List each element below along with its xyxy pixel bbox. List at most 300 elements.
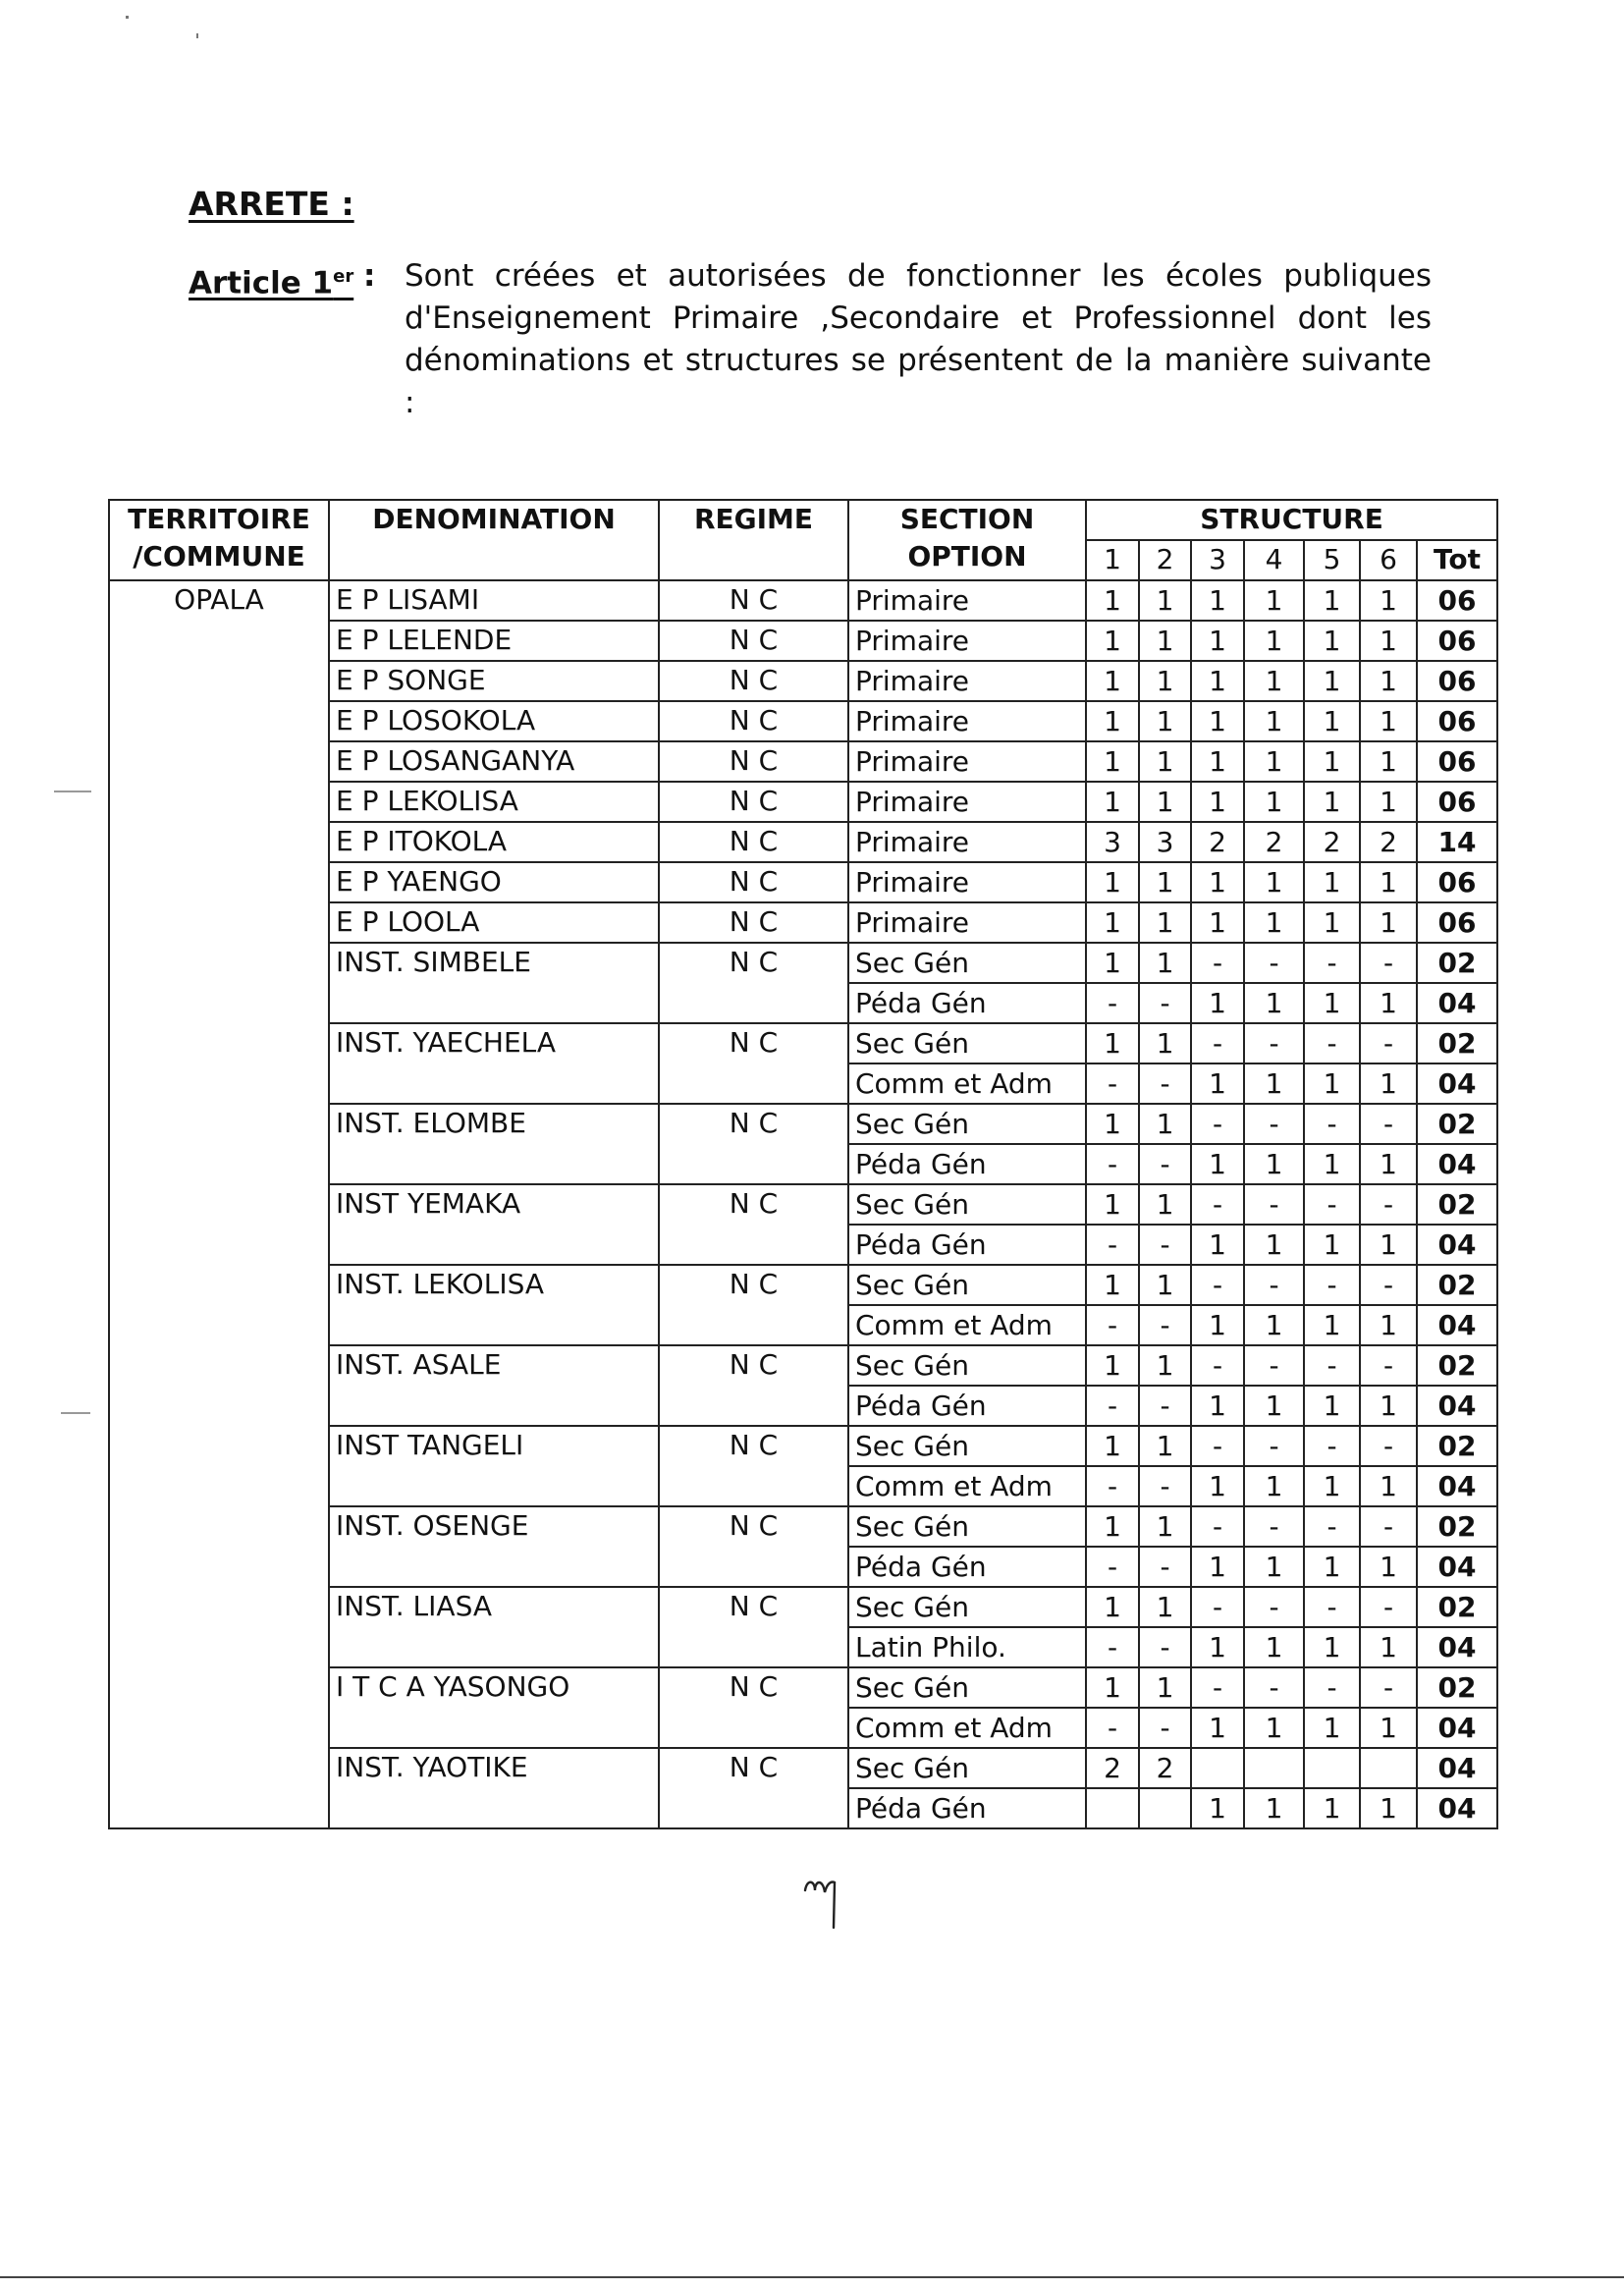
denomination-cell: INST. SIMBELE [329,943,659,1023]
regime-cell: N C [659,902,848,943]
structure-total-cell: 04 [1417,1225,1497,1265]
section-option-cell: Péda Gén [848,1225,1086,1265]
structure-cell-year-2: 1 [1139,902,1191,943]
section-option-cell: Primaire [848,862,1086,902]
structure-cell-year-4: 1 [1244,983,1304,1023]
section-option-cell: Péda Gén [848,1547,1086,1587]
structure-cell-year-6: 1 [1360,1063,1417,1104]
section-option-cell: Latin Philo. [848,1627,1086,1667]
structure-cell-year-2: - [1139,1225,1191,1265]
structure-cell-year-1: 1 [1086,1667,1139,1708]
structure-cell-year-2: 2 [1139,1748,1191,1788]
section-option-cell: Primaire [848,822,1086,862]
regime-cell: N C [659,1345,848,1426]
structure-cell-year-4: 1 [1244,1225,1304,1265]
structure-total-cell: 04 [1417,1063,1497,1104]
section-option-cell: Comm et Adm [848,1708,1086,1748]
structure-cell-year-6: 1 [1360,902,1417,943]
article-label: Article 1er [189,265,354,301]
structure-cell-year-5: 1 [1304,1466,1360,1506]
section-option-cell: Péda Gén [848,1386,1086,1426]
denomination-cell: E P YAENGO [329,862,659,902]
structure-cell-year-5: 1 [1304,1063,1360,1104]
structure-cell-year-2: 3 [1139,822,1191,862]
denomination-cell: INST. LIASA [329,1587,659,1667]
structure-cell-year-4: 1 [1244,1063,1304,1104]
denomination-cell: INST. ASALE [329,1345,659,1426]
header-col-6: 6 [1360,540,1417,580]
structure-total-cell: 04 [1417,1788,1497,1828]
structure-cell-year-5: 1 [1304,741,1360,782]
structure-cell-year-4: 1 [1244,1788,1304,1828]
structure-cell-year-2: 1 [1139,862,1191,902]
structure-total-cell: 02 [1417,1587,1497,1627]
structure-cell-year-6: - [1360,1426,1417,1466]
denomination-cell: INST YEMAKA [329,1184,659,1265]
structure-cell-year-5: 1 [1304,862,1360,902]
structure-cell-year-5: 1 [1304,621,1360,661]
structure-cell-year-6: - [1360,1345,1417,1386]
structure-cell-year-6: 2 [1360,822,1417,862]
structure-cell-year-4: 1 [1244,1547,1304,1587]
denomination-cell: INST. OSENGE [329,1506,659,1587]
header-denomination: DENOMINATION [329,500,659,580]
structure-cell-year-4: - [1244,1023,1304,1063]
structure-cell-year-2: - [1139,983,1191,1023]
structure-cell-year-3: 1 [1191,782,1244,822]
structure-cell-year-6: - [1360,1184,1417,1225]
structure-cell-year-6: 1 [1360,1547,1417,1587]
denomination-cell: E P SONGE [329,661,659,701]
structure-total-cell: 04 [1417,1748,1497,1788]
structure-cell-year-6: 1 [1360,1144,1417,1184]
article-1 [189,255,1432,424]
structure-cell-year-2: 1 [1139,661,1191,701]
denomination-cell: INST. ELOMBE [329,1104,659,1184]
structure-total-cell: 06 [1417,701,1497,741]
structure-cell-year-3: - [1191,943,1244,983]
structure-cell-year-3: - [1191,1265,1244,1305]
structure-cell-year-1: 1 [1086,1506,1139,1547]
structure-cell-year-5: 1 [1304,661,1360,701]
structure-total-cell: 04 [1417,1547,1497,1587]
structure-cell-year-5: - [1304,1345,1360,1386]
structure-cell-year-2: 1 [1139,1667,1191,1708]
denomination-cell: INST. LEKOLISA [329,1265,659,1345]
structure-cell-year-4: 1 [1244,1386,1304,1426]
structure-cell-year-1: 1 [1086,701,1139,741]
structure-cell-year-5: 1 [1304,580,1360,621]
structure-cell-year-4 [1244,1748,1304,1788]
structure-total-cell: 04 [1417,1144,1497,1184]
structure-total-cell: 02 [1417,1104,1497,1144]
structure-cell-year-1: - [1086,1547,1139,1587]
structure-total-cell: 06 [1417,580,1497,621]
structure-cell-year-2: 1 [1139,701,1191,741]
regime-cell: N C [659,1426,848,1506]
structure-cell-year-6: 1 [1360,1788,1417,1828]
denomination-cell: E P ITOKOLA [329,822,659,862]
section-option-cell: Sec Gén [848,1426,1086,1466]
structure-cell-year-6: - [1360,1265,1417,1305]
structure-cell-year-3: 1 [1191,1305,1244,1345]
structure-cell-year-6: 1 [1360,862,1417,902]
structure-cell-year-3: 1 [1191,983,1244,1023]
schools-table-body [109,580,1497,1828]
structure-cell-year-6: 1 [1360,1225,1417,1265]
structure-cell-year-2: 1 [1139,1184,1191,1225]
structure-cell-year-3: - [1191,1345,1244,1386]
structure-cell-year-6: - [1360,1104,1417,1144]
regime-cell: N C [659,741,848,782]
regime-cell: N C [659,701,848,741]
regime-cell: N C [659,661,848,701]
structure-cell-year-4: 1 [1244,621,1304,661]
structure-cell-year-3: - [1191,1104,1244,1144]
structure-cell-year-3: 1 [1191,580,1244,621]
header-territoire: TERRITOIRE /COMMUNE [109,500,329,580]
structure-cell-year-3: 1 [1191,862,1244,902]
structure-cell-year-2: - [1139,1063,1191,1104]
section-option-cell: Sec Gén [848,1184,1086,1225]
structure-total-cell: 04 [1417,1627,1497,1667]
structure-total-cell: 04 [1417,1466,1497,1506]
structure-cell-year-3: 1 [1191,1386,1244,1426]
structure-cell-year-2: 1 [1139,782,1191,822]
structure-cell-year-6: 1 [1360,1466,1417,1506]
structure-cell-year-5: - [1304,1426,1360,1466]
structure-cell-year-3: 1 [1191,1788,1244,1828]
structure-cell-year-5: - [1304,1667,1360,1708]
section-option-cell: Primaire [848,782,1086,822]
structure-cell-year-3: 1 [1191,1627,1244,1667]
structure-cell-year-4: - [1244,1506,1304,1547]
structure-cell-year-3: 2 [1191,822,1244,862]
denomination-cell: E P LELENDE [329,621,659,661]
structure-cell-year-4: 1 [1244,862,1304,902]
structure-cell-year-3: 1 [1191,1708,1244,1748]
denomination-cell: INST. YAOTIKE [329,1748,659,1828]
structure-cell-year-1: 1 [1086,621,1139,661]
structure-cell-year-2: 1 [1139,1345,1191,1386]
section-option-cell: Comm et Adm [848,1305,1086,1345]
structure-cell-year-5: - [1304,943,1360,983]
header-col-2: 2 [1139,540,1191,580]
structure-cell-year-6: 1 [1360,701,1417,741]
regime-cell: N C [659,1587,848,1667]
structure-cell-year-1: 1 [1086,741,1139,782]
structure-cell-year-2: 1 [1139,1506,1191,1547]
section-option-cell: Sec Gén [848,943,1086,983]
structure-cell-year-2: - [1139,1708,1191,1748]
structure-cell-year-5: 1 [1304,701,1360,741]
structure-total-cell: 02 [1417,943,1497,983]
structure-total-cell: 06 [1417,782,1497,822]
structure-cell-year-3: 1 [1191,1466,1244,1506]
handwritten-initials [797,1871,856,1930]
structure-cell-year-5: - [1304,1265,1360,1305]
structure-cell-year-2: 1 [1139,1426,1191,1466]
denomination-cell: E P LOSANGANYA [329,741,659,782]
territoire-cell: OPALA [109,580,329,1828]
structure-cell-year-4: - [1244,1345,1304,1386]
denomination-cell: INST. YAECHELA [329,1023,659,1104]
structure-cell-year-5: 1 [1304,1305,1360,1345]
denomination-cell: E P LOSOKOLA [329,701,659,741]
denomination-cell: INST TANGELI [329,1426,659,1506]
regime-cell: N C [659,782,848,822]
structure-cell-year-4: - [1244,1184,1304,1225]
structure-cell-year-6 [1360,1748,1417,1788]
structure-cell-year-5: 1 [1304,1547,1360,1587]
structure-total-cell: 02 [1417,1506,1497,1547]
structure-cell-year-5: 1 [1304,1788,1360,1828]
structure-total-cell: 02 [1417,1667,1497,1708]
section-option-cell: Primaire [848,741,1086,782]
structure-cell-year-4: 1 [1244,580,1304,621]
structure-cell-year-1: - [1086,1386,1139,1426]
structure-total-cell: 02 [1417,1184,1497,1225]
structure-cell-year-1: 1 [1086,943,1139,983]
structure-cell-year-4: 1 [1244,1627,1304,1667]
structure-cell-year-2: 1 [1139,1265,1191,1305]
denomination-cell: E P LOOLA [329,902,659,943]
denomination-cell: I T C A YASONGO [329,1667,659,1748]
structure-cell-year-1: - [1086,1627,1139,1667]
section-option-cell: Sec Gén [848,1265,1086,1305]
structure-cell-year-5 [1304,1748,1360,1788]
structure-total-cell: 04 [1417,1386,1497,1426]
structure-total-cell: 04 [1417,983,1497,1023]
structure-cell-year-1: - [1086,1144,1139,1184]
regime-cell: N C [659,822,848,862]
structure-cell-year-6: 1 [1360,1708,1417,1748]
scan-speck [196,33,198,38]
structure-cell-year-4: - [1244,1667,1304,1708]
structure-cell-year-6: 1 [1360,983,1417,1023]
section-option-cell: Péda Gén [848,1144,1086,1184]
structure-cell-year-1: - [1086,1305,1139,1345]
structure-cell-year-4: 1 [1244,1305,1304,1345]
section-option-cell: Sec Gén [848,1345,1086,1386]
section-option-cell: Comm et Adm [848,1466,1086,1506]
header-structure: STRUCTURE [1086,500,1497,540]
regime-cell: N C [659,1748,848,1828]
structure-cell-year-1: 1 [1086,1426,1139,1466]
structure-cell-year-5: 2 [1304,822,1360,862]
structure-cell-year-4: 1 [1244,701,1304,741]
table-row [109,580,1497,621]
structure-total-cell: 02 [1417,1265,1497,1305]
structure-cell-year-4: - [1244,1426,1304,1466]
header-col-5: 5 [1304,540,1360,580]
structure-cell-year-6: 1 [1360,741,1417,782]
structure-cell-year-4: - [1244,1265,1304,1305]
structure-cell-year-6: 1 [1360,1305,1417,1345]
regime-cell: N C [659,943,848,1023]
structure-cell-year-5: 1 [1304,1708,1360,1748]
structure-cell-year-6: - [1360,1506,1417,1547]
section-option-cell: Péda Gén [848,983,1086,1023]
scan-speck [61,1412,90,1414]
structure-cell-year-5: - [1304,1506,1360,1547]
structure-cell-year-1: 1 [1086,862,1139,902]
structure-cell-year-1: 1 [1086,1184,1139,1225]
structure-cell-year-1: - [1086,1063,1139,1104]
structure-cell-year-4: - [1244,1104,1304,1144]
structure-cell-year-4: 2 [1244,822,1304,862]
structure-total-cell: 06 [1417,621,1497,661]
structure-cell-year-2: - [1139,1386,1191,1426]
structure-total-cell: 02 [1417,1023,1497,1063]
regime-cell: N C [659,862,848,902]
section-option-cell: Comm et Adm [848,1063,1086,1104]
structure-cell-year-3: 1 [1191,621,1244,661]
regime-cell: N C [659,580,848,621]
structure-cell-year-1: 1 [1086,1345,1139,1386]
structure-cell-year-6: - [1360,1667,1417,1708]
section-option-cell: Primaire [848,580,1086,621]
structure-cell-year-4: 1 [1244,1144,1304,1184]
structure-cell-year-3: 1 [1191,1063,1244,1104]
structure-total-cell: 06 [1417,902,1497,943]
structure-total-cell: 02 [1417,1345,1497,1386]
regime-cell: N C [659,1104,848,1184]
structure-cell-year-5: 1 [1304,1144,1360,1184]
section-option-cell: Primaire [848,902,1086,943]
structure-cell-year-1: 3 [1086,822,1139,862]
scan-speck [54,791,91,792]
structure-cell-year-2: 1 [1139,1587,1191,1627]
regime-cell: N C [659,1184,848,1265]
header-col-4: 4 [1244,540,1304,580]
structure-cell-year-1: - [1086,983,1139,1023]
structure-cell-year-6: 1 [1360,621,1417,661]
structure-total-cell: 02 [1417,1426,1497,1466]
structure-cell-year-1: 1 [1086,1023,1139,1063]
structure-cell-year-5: 1 [1304,1225,1360,1265]
structure-cell-year-3: - [1191,1587,1244,1627]
structure-cell-year-6: - [1360,1587,1417,1627]
structure-cell-year-3: - [1191,1023,1244,1063]
structure-total-cell: 04 [1417,1305,1497,1345]
header-col-3: 3 [1191,540,1244,580]
structure-cell-year-3: - [1191,1667,1244,1708]
section-option-cell: Sec Gén [848,1023,1086,1063]
structure-cell-year-1: - [1086,1466,1139,1506]
structure-cell-year-3: 1 [1191,1225,1244,1265]
structure-cell-year-5: - [1304,1587,1360,1627]
regime-cell: N C [659,1506,848,1587]
structure-cell-year-2: - [1139,1547,1191,1587]
header-regime: REGIME [659,500,848,580]
structure-cell-year-2 [1139,1788,1191,1828]
structure-cell-year-4: 1 [1244,661,1304,701]
structure-cell-year-1: 1 [1086,1587,1139,1627]
structure-cell-year-6: 1 [1360,580,1417,621]
structure-cell-year-5: 1 [1304,782,1360,822]
structure-cell-year-3: 1 [1191,701,1244,741]
structure-cell-year-5: 1 [1304,983,1360,1023]
structure-cell-year-4: 1 [1244,902,1304,943]
structure-total-cell: 06 [1417,862,1497,902]
structure-cell-year-2: 1 [1139,943,1191,983]
structure-cell-year-3: 1 [1191,902,1244,943]
structure-cell-year-3 [1191,1748,1244,1788]
structure-cell-year-1: 1 [1086,1265,1139,1305]
structure-cell-year-2: 1 [1139,1104,1191,1144]
scan-speck [126,16,129,19]
structure-cell-year-6: - [1360,943,1417,983]
structure-cell-year-6: 1 [1360,1627,1417,1667]
structure-cell-year-2: 1 [1139,1023,1191,1063]
structure-cell-year-6: 1 [1360,782,1417,822]
structure-cell-year-1: - [1086,1225,1139,1265]
structure-cell-year-2: 1 [1139,580,1191,621]
section-option-cell: Primaire [848,621,1086,661]
structure-cell-year-1: 2 [1086,1748,1139,1788]
structure-cell-year-1: 1 [1086,1104,1139,1144]
regime-cell: N C [659,621,848,661]
structure-cell-year-2: - [1139,1466,1191,1506]
regime-cell: N C [659,1265,848,1345]
structure-cell-year-3: - [1191,1506,1244,1547]
schools-table [108,499,1498,1829]
structure-cell-year-4: 1 [1244,741,1304,782]
structure-cell-year-5: 1 [1304,1627,1360,1667]
header-col-1: 1 [1086,540,1139,580]
structure-cell-year-4: 1 [1244,782,1304,822]
header-col-tot: Tot [1417,540,1497,580]
structure-cell-year-1: 1 [1086,902,1139,943]
section-option-cell: Primaire [848,701,1086,741]
structure-cell-year-3: - [1191,1426,1244,1466]
structure-cell-year-1 [1086,1788,1139,1828]
section-option-cell: Sec Gén [848,1104,1086,1144]
structure-cell-year-2: 1 [1139,741,1191,782]
denomination-cell: E P LEKOLISA [329,782,659,822]
structure-cell-year-2: - [1139,1305,1191,1345]
page-heading: ARRETE : [189,185,354,223]
section-option-cell: Sec Gén [848,1506,1086,1547]
structure-total-cell: 04 [1417,1708,1497,1748]
structure-cell-year-3: 1 [1191,1547,1244,1587]
structure-total-cell: 06 [1417,741,1497,782]
regime-cell: N C [659,1023,848,1104]
section-option-cell: Sec Gén [848,1667,1086,1708]
header-section-option: SECTION OPTION [848,500,1086,580]
page-bottom-rule [0,2276,1624,2278]
structure-cell-year-1: 1 [1086,580,1139,621]
structure-cell-year-4: 1 [1244,1466,1304,1506]
structure-cell-year-3: 1 [1191,741,1244,782]
section-option-cell: Sec Gén [848,1587,1086,1627]
structure-cell-year-5: 1 [1304,902,1360,943]
structure-cell-year-1: 1 [1086,782,1139,822]
section-option-cell: Primaire [848,661,1086,701]
structure-cell-year-3: 1 [1191,1144,1244,1184]
section-option-cell: Sec Gén [848,1748,1086,1788]
structure-cell-year-3: - [1191,1184,1244,1225]
regime-cell: N C [659,1667,848,1748]
structure-cell-year-2: - [1139,1144,1191,1184]
structure-cell-year-5: - [1304,1184,1360,1225]
structure-total-cell: 14 [1417,822,1497,862]
structure-cell-year-2: - [1139,1627,1191,1667]
structure-cell-year-3: 1 [1191,661,1244,701]
structure-cell-year-5: 1 [1304,1386,1360,1426]
structure-cell-year-6: - [1360,1023,1417,1063]
